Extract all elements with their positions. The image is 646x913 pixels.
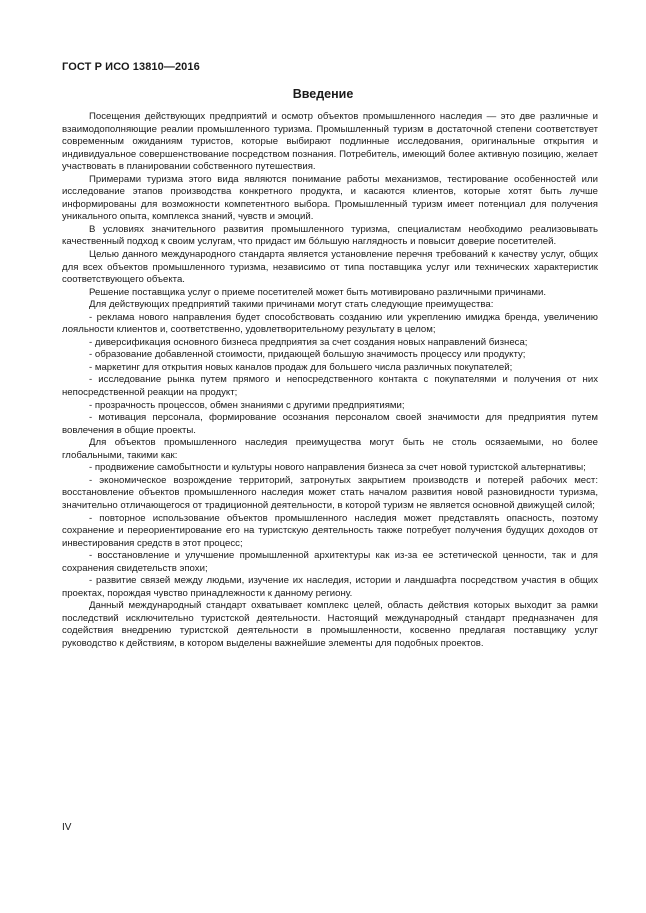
paragraph-purpose: Целью данного международного стандарта является установление перечня требований к качеству услуг, общих для всех объектов промышленного туризма, независимо от типа поставщика услуг или технических характеристик соответствующего объекта. <box>62 249 598 286</box>
body-text <box>62 111 598 651</box>
paragraph-intro: Посещения действующих предприятий и осмотр объектов промышленного наследия — это две различные и взаимодополняющие реалии промышленного туризма. Промышленный туризм в достаточной степени соответствует современным ожиданиям туристов, которые выбирают подлинные исследования, оригинальные открытия и индивидуальное совершенствование посредством познания. Потребитель, имеющий более активную позицию, желает участвовать в планировании собственного путешествия. <box>62 111 598 173</box>
list-item: - исследование рынка путем прямого и непосредственного контакта с покупателями и получения от них непосредственной реакции на продукт; <box>62 374 598 399</box>
paragraph-conditions: В условиях значительного развития промышленного туризма, специалистам необходимо реализовывать качественный подход к своим услугам, что придаст им бóльшую наглядность и повысит доверие посетителей. <box>62 223 598 248</box>
paragraph-operating-enterprises: Для действующих предприятий такими причинами могут стать следующие преимущества: <box>89 299 494 311</box>
list-item: - развитие связей между людьми, изучение их наследия, истории и ландшафта посредством участия в общих проектах, порождая чувство принадлежности к данному региону. <box>62 575 598 599</box>
paragraph-decision: Решение поставщика услуг о приеме посетителей может быть мотивировано различными причинами. <box>89 286 547 298</box>
list-item: - повторное использование объектов промышленного наследия может представлять опасность, поэтому сохранение и переориентирование его на туристскую деятельность также потребует получения будущих доходов от инвестирования средств в этот процесс; <box>62 512 598 549</box>
paragraph-scope: Данный международный стандарт охватывает комплекс целей, область действия которых выходит за рамки последствий исключительно туристской деятельности. Настоящий международный стандарт предназначен для содействия внедрению туристской деятельности в промышленности, косвенно предлагая поставщику услуг руководство к действиям, в котором выделены важнейшие элементы для подобных проектов. <box>62 600 598 649</box>
section-title: Введение <box>292 87 354 101</box>
paragraph-heritage-sites: Для объектов промышленного наследия преимущества могут быть не столь осязаемыми, но более глобальными, такими как: <box>62 437 598 461</box>
list-item: - восстановление и улучшение промышленной архитектуры как из-за ее эстетической ценности, так и для сохранения свидетельств эпохи; <box>62 550 598 574</box>
list-item: - образование добавленной стоимости, придающей большую значимость процессу или продукту; <box>89 349 526 361</box>
standard-designation: ГОСТ Р ИСО 13810—2016 <box>62 61 200 73</box>
list-item: - экономическое возрождение территорий, затронутых закрытием производств и потерей рабочих мест: восстановление объектов промышленного наследия может стать началом развития новой разновидности туризма, значительно отличающегося от традиционной деятельности, в которой туризм не является основной движущей силой; <box>62 474 598 511</box>
list-item: - маркетинг для открытия новых каналов продаж для большего числа различных покупателей; <box>89 361 513 373</box>
list-item: - реклама нового направления будет способствовать созданию или укреплению имиджа бренда, увеличению лояльности клиентов и, соответственно, удовлетворительному результату в целом; <box>62 311 598 336</box>
list-item: - продвижение самобытности и культуры нового направления бизнеса за счет новой туристской альтернативы; <box>89 462 586 474</box>
page-number: IV <box>62 822 72 833</box>
list-item: - прозрачность процессов, обмен знаниями с другими предприятиями; <box>89 399 405 411</box>
paragraph-examples: Примерами туризма этого вида являются понимание работы механизмов, тестирование особенностей или исследование этапов производства конкретного продукта, и касаются клиентов, которые хотят быть лучше информированы для возможности компетентного выбора. Промышленный туризм имеет потенциал для получения уникального опыта, комплекса знаний, чувств и эмоций. <box>62 173 598 223</box>
list-item: - мотивация персонала, формирование осознания персоналом своей значимости для предприятия путем вовлечения в общие проекты. <box>62 412 598 436</box>
list-item: - диверсификация основного бизнеса предприятия за счет создания новых направлений бизнеса; <box>89 336 528 348</box>
